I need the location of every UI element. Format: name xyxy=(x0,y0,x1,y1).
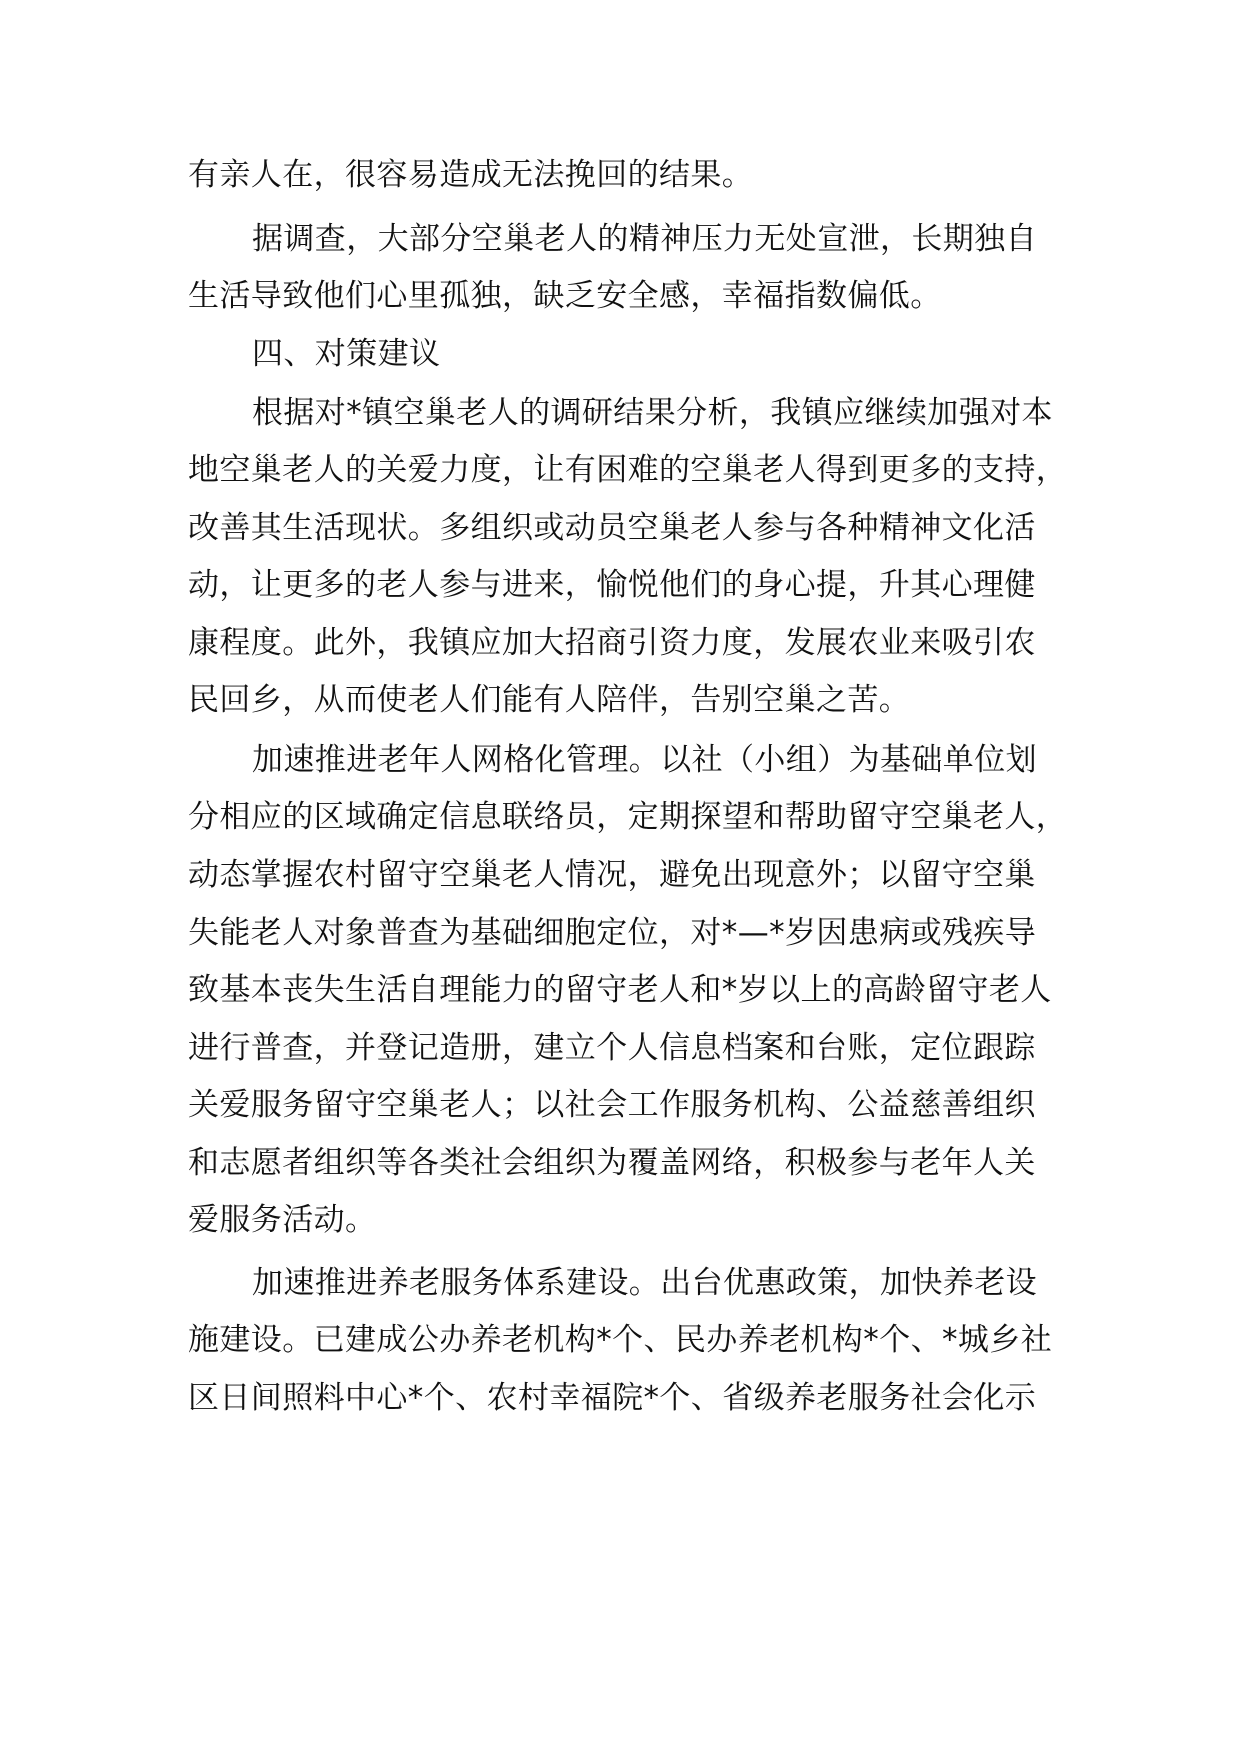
text-line-1: 有亲人在，很容易造成无法挽回的结果。 xyxy=(188,157,754,193)
text-line-3: 生活导致他们心里孤独，缺乏安全感，幸福指数偏低。 xyxy=(188,278,942,314)
text-line-14: 失能老人对象普查为基础细胞定位，对*—*岁因患病或残疾导 xyxy=(188,915,1037,951)
text-line-22: 区日间照料中心*个、农村幸福院*个、省级养老服务社会化示 xyxy=(188,1380,1037,1416)
text-line-16: 进行普查，并登记造册，建立个人信息档案和台账，定位跟踪 xyxy=(188,1030,1036,1066)
section-heading: 四、对策建议 xyxy=(252,336,441,372)
text-line-12: 分相应的区域确定信息联络员，定期探望和帮助留守空巢老人， xyxy=(188,799,1068,835)
text-line-10: 民回乡，从而使老人们能有人陪伴，告别空巢之苦。 xyxy=(188,682,911,718)
text-line-9: 康程度。此外，我镇应加大招商引资力度，发展农业来吸引农 xyxy=(188,625,1036,661)
text-line-13: 动态掌握农村留守空巢老人情况，避免出现意外；以留守空巢 xyxy=(188,857,1036,893)
text-line-18: 和志愿者组织等各类社会组织为覆盖网络，积极参与老年人关 xyxy=(188,1145,1036,1181)
text-line-17: 关爱服务留守空巢老人；以社会工作服务机构、公益慈善组织 xyxy=(188,1087,1036,1123)
text-line-2: 据调查，大部分空巢老人的精神压力无处宣泄，长期独自 xyxy=(252,221,1037,257)
text-line-8: 动，让更多的老人参与进来，愉悦他们的身心提，升其心理健 xyxy=(188,567,1036,603)
text-line-15: 致基本丧失生活自理能力的留守老人和*岁以上的高龄留守老人 xyxy=(188,972,1052,1008)
text-line-11: 加速推进老年人网格化管理。以社（小组）为基础单位划 xyxy=(252,742,1037,778)
text-line-5: 根据对*镇空巢老人的调研结果分析，我镇应继续加强对本 xyxy=(252,395,1053,431)
text-line-7: 改善其生活现状。多组织或动员空巢老人参与各种精神文化活 xyxy=(188,510,1036,546)
text-line-21: 施建设。已建成公办养老机构*个、民办养老机构*个、*城乡社 xyxy=(188,1322,1053,1358)
text-line-19: 爱服务活动。 xyxy=(188,1202,377,1238)
text-line-6: 地空巢老人的关爱力度，让有困难的空巢老人得到更多的支持， xyxy=(188,452,1068,488)
text-line-20: 加速推进养老服务体系建设。出台优惠政策，加快养老设 xyxy=(252,1265,1037,1301)
